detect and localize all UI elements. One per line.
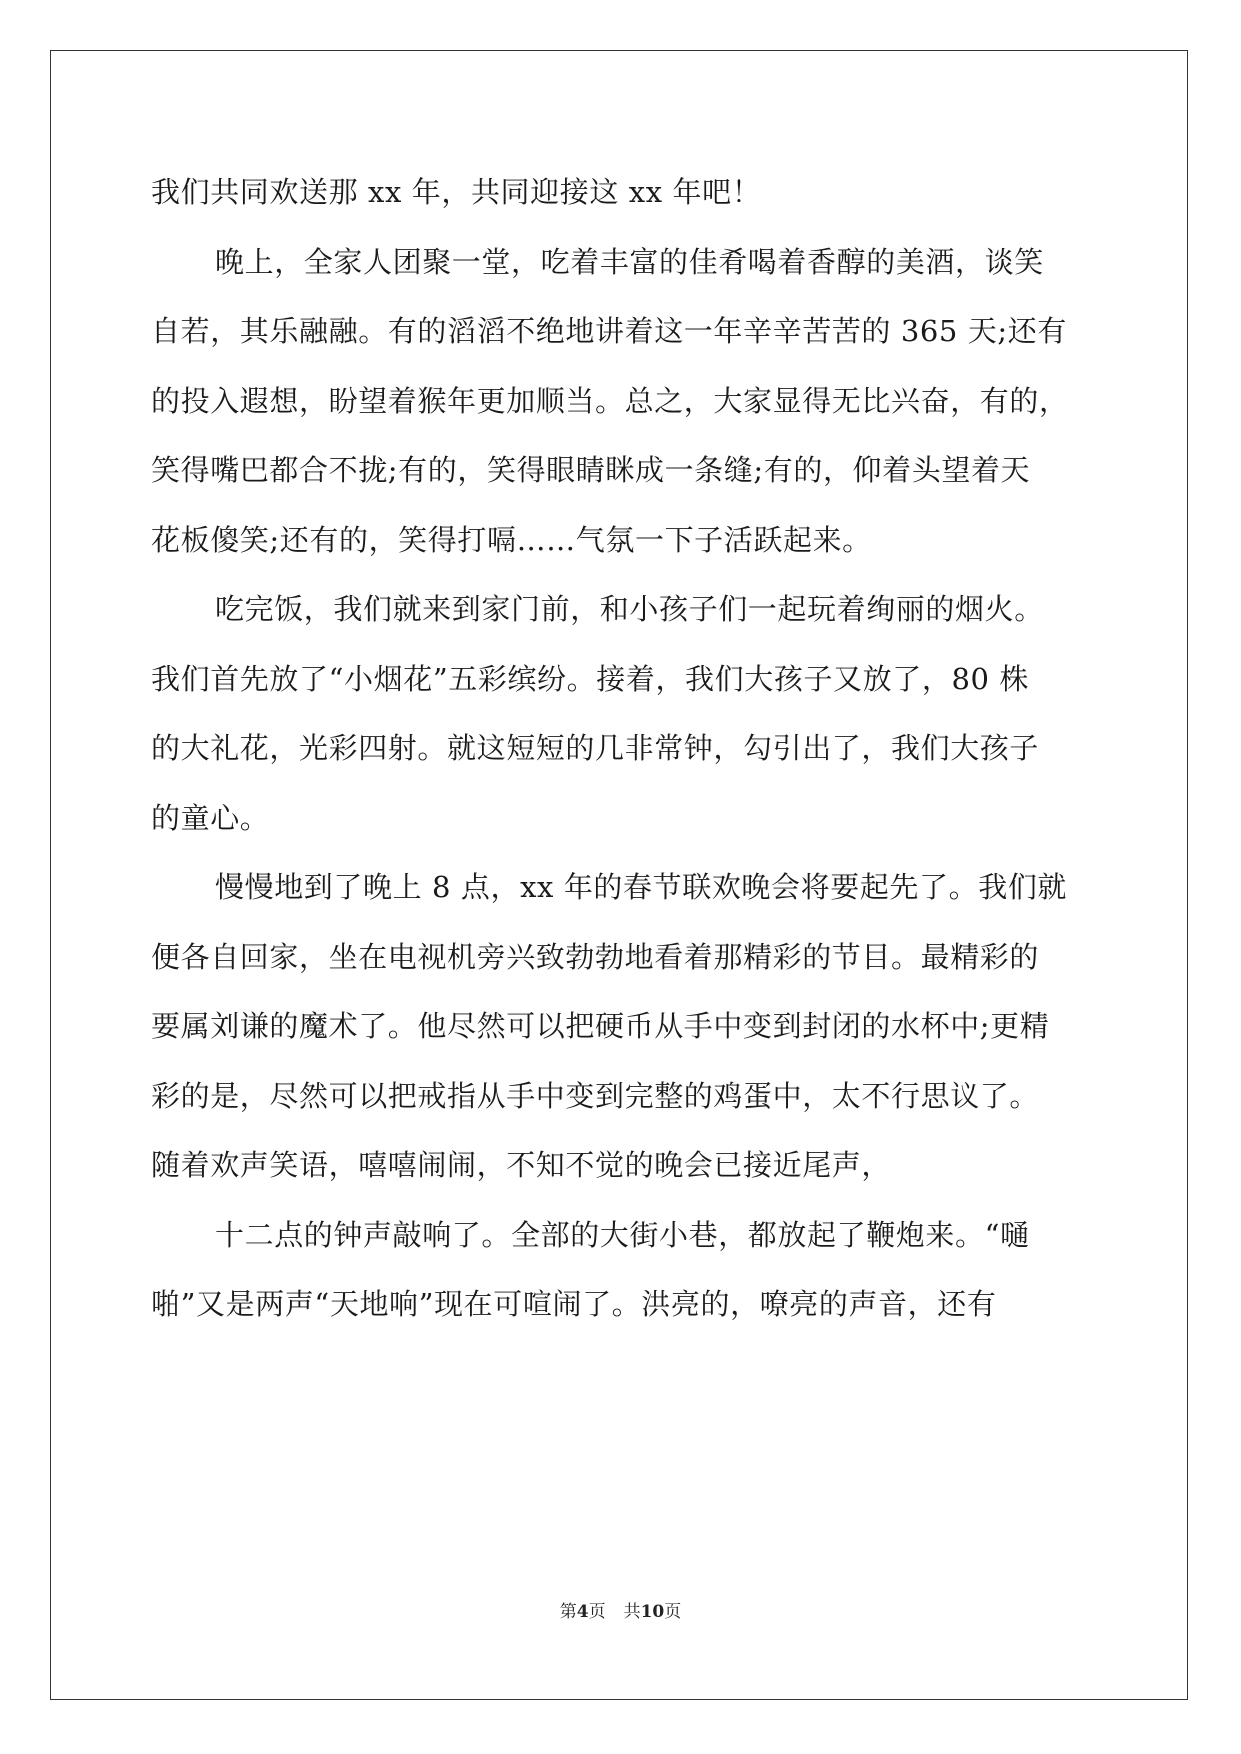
footer-page-total: 10 [640,1602,665,1622]
text-line: 要属刘谦的魔术了。他尽然可以把硬币从手中变到封闭的水杯中;更精 [151,1009,1050,1043]
footer-total-prefix: 共 [623,1602,641,1622]
text-line: 的大礼花，光彩四射。就这短短的几非常钟，勾引出了，我们大孩子 [151,731,1040,765]
text-line: 便各自回家，坐在电视机旁兴致勃勃地看着那精彩的节目。最精彩的 [151,939,1040,974]
text-line: 我们共同欢送那 xx 年，共同迎接这 xx 年吧！ [151,175,762,209]
paragraph-first-line: 十二点的钟声敲响了。全部的大街小巷，都放起了鞭炮来。“嗵 [215,1217,1030,1252]
text-line: 花板傻笑;还有的，笑得打嗝……气氛一下子活跃起来。 [151,522,872,557]
document-body [151,158,1091,1340]
text-line: 自若，其乐融融。有的滔滔不绝地讲着这一年辛辛苦苦的 365 天;还有 [151,314,1067,348]
text-line: 随着欢声笑语，嘻嘻闹闹，不知不觉的晚会已接近尾声， [151,1148,892,1182]
footer-total-suffix: 页 [664,1602,682,1622]
text-line: 啪”又是两声“天地响”现在可喧闹了。洪亮的，嘹亮的声音，还有 [151,1287,997,1321]
text-line: 的童心。 [151,800,270,835]
page-footer [0,1597,1241,1622]
footer-page-current: 4 [576,1602,589,1622]
text-line: 我们首先放了“小烟花”五彩缤纷。接着，我们大孩子又放了，80 株 [151,661,1029,696]
paragraph-first-line: 晚上，全家人团聚一堂，吃着丰富的佳肴喝着香醇的美酒，谈笑 [215,244,1044,279]
text-line: 的投入遐想，盼望着猴年更加顺当。总之，大家显得无比兴奋，有的， [151,383,1069,418]
footer-page-prefix: 第 [559,1602,577,1622]
text-line: 笑得嘴巴都合不拢;有的，笑得眼睛眯成一条缝;有的，仰着头望着天 [151,453,1031,487]
paragraph-first-line: 慢慢地到了晚上 8 点，xx 年的春节联欢晚会将要起先了。我们就 [215,870,1068,904]
paragraph-first-line: 吃完饭，我们就来到家门前，和小孩子们一起玩着绚丽的烟火。 [215,592,1044,626]
footer-page-suffix: 页 [588,1602,606,1622]
text-line: 彩的是，尽然可以把戒指从手中变到完整的鸡蛋中，太不行思议了。 [151,1078,1040,1113]
